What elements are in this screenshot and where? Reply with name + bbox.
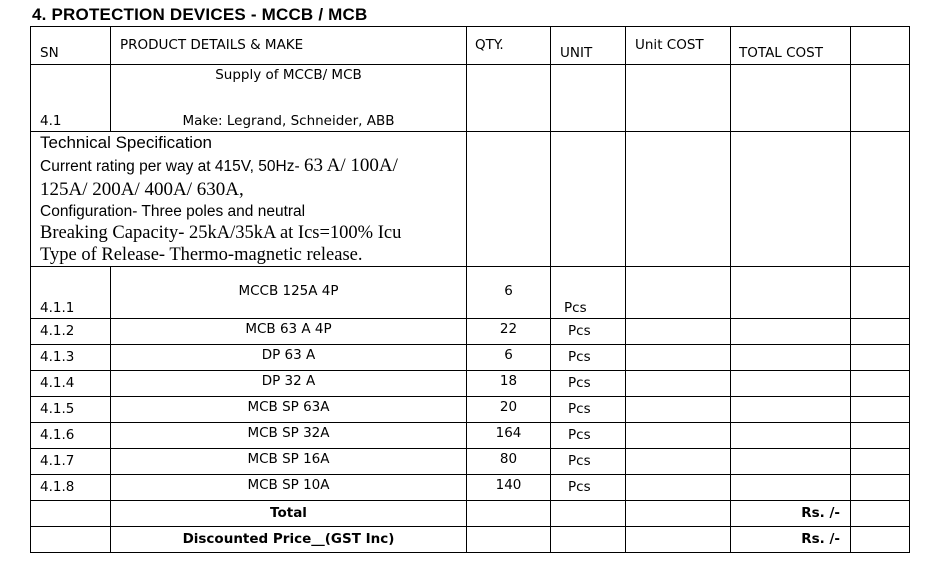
- item-sn: 4.1.5: [31, 397, 111, 423]
- item-unit: Pcs: [551, 345, 626, 371]
- item-unit: Pcs: [551, 397, 626, 423]
- item-unit: Pcs: [551, 319, 626, 345]
- item-product: MCB SP 63A: [111, 397, 467, 423]
- protection-devices-table: [30, 26, 910, 553]
- spec-configuration: Configuration- Three poles and neutral: [40, 203, 306, 220]
- spec-current-prefix: Current rating per way at 415V, 50Hz-: [40, 158, 304, 175]
- total-row: [31, 501, 910, 527]
- section-sn: 4.1: [31, 65, 111, 132]
- total-value: Rs. /-: [731, 501, 851, 527]
- item-unit: Pcs: [551, 423, 626, 449]
- item-unit: Pcs: [551, 475, 626, 501]
- item-sn: 4.1.1: [31, 267, 111, 319]
- table-row: [31, 475, 910, 501]
- section-make: Make: Legrand, Schneider, ABB: [182, 113, 395, 129]
- item-product: DP 63 A: [111, 345, 467, 371]
- item-sn: 4.1.7: [31, 449, 111, 475]
- discount-value: Rs. /-: [731, 527, 851, 553]
- item-unit: Pcs: [551, 267, 626, 319]
- item-sn: 4.1.4: [31, 371, 111, 397]
- table-row: [31, 371, 910, 397]
- header-qty: QTY.: [467, 27, 551, 65]
- spec-current-values-2: 125A/ 200A/ 400A/ 630A,: [40, 179, 244, 200]
- item-qty: 164: [467, 423, 551, 449]
- technical-specification: [31, 132, 467, 267]
- table-row: [31, 319, 910, 345]
- item-product: MCB SP 32A: [111, 423, 467, 449]
- spec-release: Type of Release- Thermo-magnetic release.: [40, 245, 363, 265]
- item-sn: 4.1.2: [31, 319, 111, 345]
- section-row: [31, 65, 910, 132]
- item-qty: 18: [467, 371, 551, 397]
- item-qty: 22: [467, 319, 551, 345]
- table-row: [31, 397, 910, 423]
- header-product: PRODUCT DETAILS & MAKE: [111, 27, 467, 65]
- spec-breaking: Breaking Capacity- 25kA/35kA at Ics=100% Icu: [40, 223, 402, 243]
- item-product: MCB SP 16A: [111, 449, 467, 475]
- item-sn: 4.1.3: [31, 345, 111, 371]
- table-row: [31, 267, 910, 319]
- item-qty: 140: [467, 475, 551, 501]
- section-heading: 4. PROTECTION DEVICES - MCCB / MCB: [32, 5, 368, 24]
- section-supply: Supply of MCCB/ MCB: [215, 67, 362, 83]
- header-unit: UNIT: [551, 27, 626, 65]
- header-sn: SN: [31, 27, 111, 65]
- spec-title: Technical Specification: [40, 133, 212, 152]
- item-qty: 6: [467, 267, 551, 319]
- item-sn: 4.1.8: [31, 475, 111, 501]
- table-row: [31, 345, 910, 371]
- item-product: MCB SP 10A: [111, 475, 467, 501]
- item-qty: 20: [467, 397, 551, 423]
- item-sn: 4.1.6: [31, 423, 111, 449]
- section-product: [111, 65, 467, 132]
- header-row: [31, 27, 910, 65]
- discount-label: Discounted Price__(GST Inc): [111, 527, 467, 553]
- header-total-cost: TOTAL COST: [731, 27, 851, 65]
- spec-row: [31, 132, 910, 267]
- item-unit: Pcs: [551, 371, 626, 397]
- discount-row: [31, 527, 910, 553]
- total-label: Total: [111, 501, 467, 527]
- item-qty: 6: [467, 345, 551, 371]
- spec-current-values-1: 63 A/ 100A/: [303, 155, 398, 176]
- item-product: MCB 63 A 4P: [111, 319, 467, 345]
- item-qty: 80: [467, 449, 551, 475]
- table-row: [31, 423, 910, 449]
- item-unit: Pcs: [551, 449, 626, 475]
- header-extra: [851, 27, 910, 65]
- item-product: MCCB 125A 4P: [111, 267, 467, 319]
- table-row: [31, 449, 910, 475]
- header-unit-cost: Unit COST: [626, 27, 731, 65]
- item-product: DP 32 A: [111, 371, 467, 397]
